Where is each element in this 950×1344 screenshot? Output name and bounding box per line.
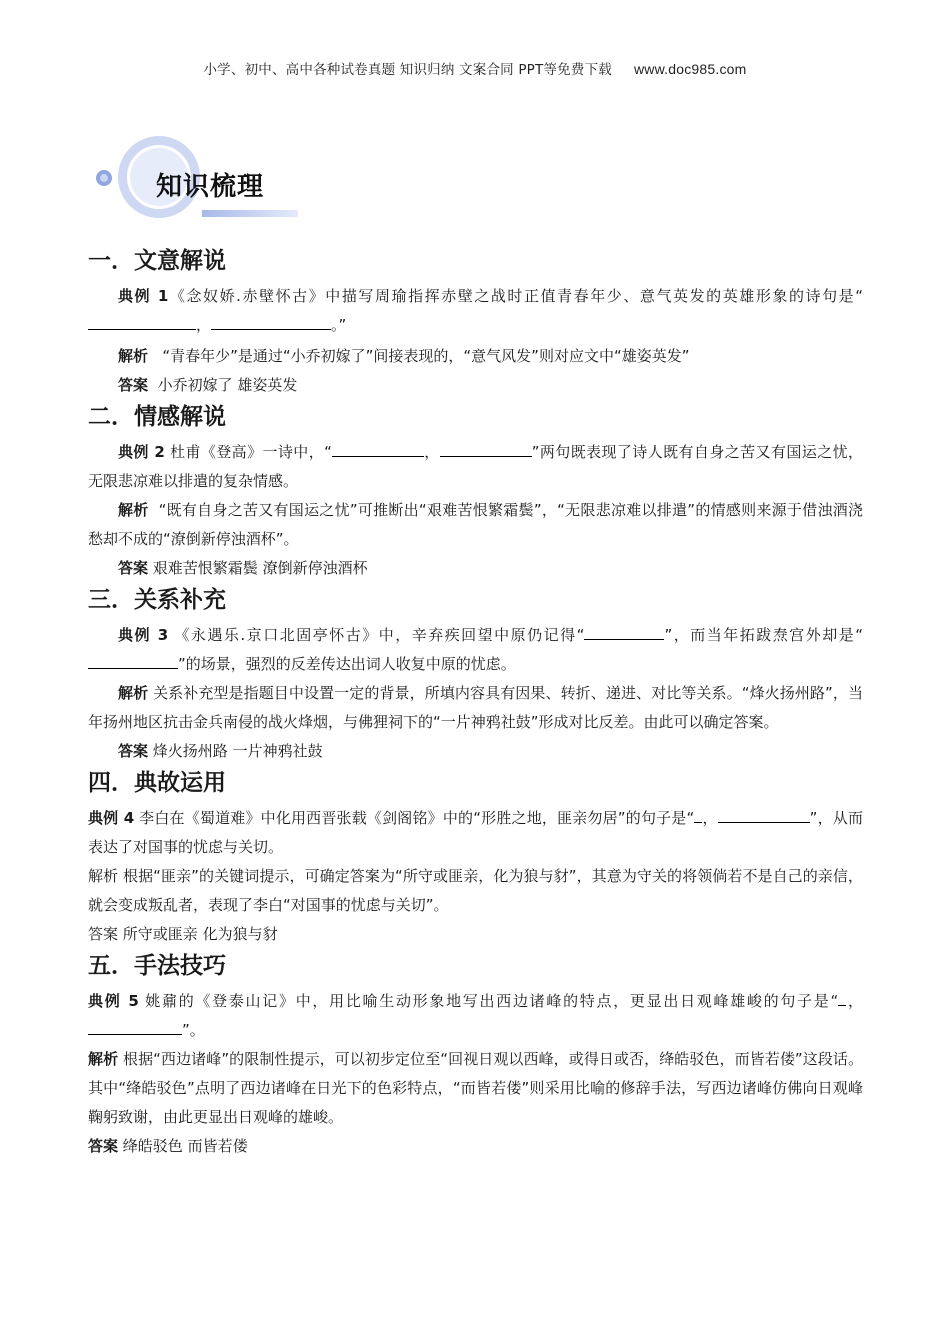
answer-label: 答案 xyxy=(88,925,119,943)
answer-label: 答案 xyxy=(88,1137,119,1155)
answer-3: 答案 烽火扬州路 一片神鸦社鼓 xyxy=(118,742,323,760)
analysis-label: 解析 xyxy=(88,867,119,885)
answer-label: 答案 xyxy=(118,376,149,394)
answer-blank[interactable] xyxy=(211,312,331,330)
header-url: www.doc985.com xyxy=(633,61,747,77)
banner-title: 知识梳理 xyxy=(156,172,265,202)
example-1: 典例 1《念奴娇.赤壁怀古》中描写周瑜指挥赤壁之战时正值青春年少、意气英发的英雄形象的诗句是“， 。” xyxy=(88,282,863,340)
page-header xyxy=(0,58,950,78)
example-label: 典例 2 xyxy=(118,443,165,461)
section-heading-4: 四．典故运用 xyxy=(88,770,226,796)
analysis-label: 解析 xyxy=(118,684,149,702)
example-3: 典例 3 《永遇乐.京口北固亭怀古》中，辛弃疾回望中原仍记得“ ”，而当年拓跋焘宫外却是“”的场景，强烈的反差传达出词人收复中原的忧虑。 xyxy=(88,621,863,679)
section-heading-2: 二．情感解说 xyxy=(88,404,226,430)
example-label: 典例 4 xyxy=(88,809,135,827)
analysis-2: 解析 “既有自身之苦又有国运之忧”可推断出“艰难苦恨繁霜鬓”，“无限悲凉难以排遣”的情感则来源于借浊酒浇愁却不成的“潦倒新停浊酒杯”。 xyxy=(88,501,863,548)
analysis-label: 解析 xyxy=(118,347,149,365)
example-4: 典例 4 李白在《蜀道难》中化用西晋张载《剑阁铭》中的“形胜之地，匪亲勿居”的句子是“ ， ”，从而表达了对国事的忧虑与关切。 xyxy=(88,804,863,862)
answer-blank[interactable] xyxy=(88,312,196,330)
answer-label: 答案 xyxy=(118,559,149,577)
analysis-label: 解析 xyxy=(118,501,149,519)
banner-underline xyxy=(202,210,298,217)
example-2: 典例 2 杜甫《登高》一诗中，“ ， ”两句既表现了诗人既有自身之苦又有国运之忧，无限悲凉难以排遣的复杂情感。 xyxy=(88,438,863,496)
answer-blank[interactable] xyxy=(88,1017,182,1035)
example-label: 典例 5 xyxy=(88,992,139,1010)
analysis-label: 解析 xyxy=(88,1050,119,1068)
example-5: 典例 5 姚鼐的《登泰山记》中，用比喻生动形象地写出西边诸峰的特点，更显出日观峰雄峻的句子是“ ，”。 xyxy=(88,987,863,1045)
answer-blank[interactable] xyxy=(718,805,810,823)
answer-4: 答案 所守或匪亲 化为狼与豺 xyxy=(88,925,278,943)
answer-blank[interactable] xyxy=(440,439,532,457)
analysis-5: 解析 根据“西边诸峰”的限制性提示，可以初步定位至“回视日观以西峰，或得日或否，绛皓驳色，而皆若偻”这段话。其中“绛皓驳色”点明了西边诸峰在日光下的色彩特点，“而皆若偻”则采用比喻的修辞手法，写西边诸峰仿佛向日观峰鞠躬致谢，由此更显出日观峰的雄峻。 xyxy=(88,1050,863,1126)
example-label: 典例 1 xyxy=(118,287,169,305)
example-label: 典例 3 xyxy=(118,626,169,644)
analysis-4: 解析 根据“匪亲”的关键词提示，可确定答案为“所守或匪亲，化为狼与豺”，其意为守关的将领倘若不是自己的亲信，就会变成叛乱者，表现了李白“对国事的忧虑与关切”。 xyxy=(88,867,863,914)
document-body xyxy=(88,244,863,1161)
header-text: 小学、初中、高中各种试卷真题 知识归纳 文案合同 PPT等免费下载 xyxy=(203,62,612,78)
answer-5: 答案 绛皓驳色 而皆若偻 xyxy=(88,1137,248,1155)
analysis-3: 解析 关系补充型是指题目中设置一定的背景，所填内容具有因果、转折、递进、对比等关系。“烽火扬州路”，当年扬州地区抗击金兵南侵的战火烽烟，与佛狸祠下的“一片神鸦社鼓”形成对比反差。由此可以确定答案。 xyxy=(88,684,863,731)
answer-label: 答案 xyxy=(118,742,149,760)
section-heading-1: 一．文意解说 xyxy=(88,248,226,274)
answer-2: 答案 艰难苦恨繁霜鬓 潦倒新停浊酒杯 xyxy=(118,559,368,577)
banner-dot-inner xyxy=(100,174,108,182)
answer-blank[interactable] xyxy=(332,439,424,457)
analysis-1: 解析 “青春年少”是通过“小乔初嫁了”间接表现的，“意气风发”则对应文中“雄姿英发” xyxy=(118,347,690,365)
section-heading-5: 五．手法技巧 xyxy=(88,953,226,979)
answer-blank[interactable] xyxy=(88,651,178,669)
section-banner xyxy=(96,134,306,226)
answer-1: 答案 小乔初嫁了 雄姿英发 xyxy=(118,376,298,394)
answer-blank[interactable] xyxy=(584,622,664,640)
section-heading-3: 三．关系补充 xyxy=(88,587,226,613)
